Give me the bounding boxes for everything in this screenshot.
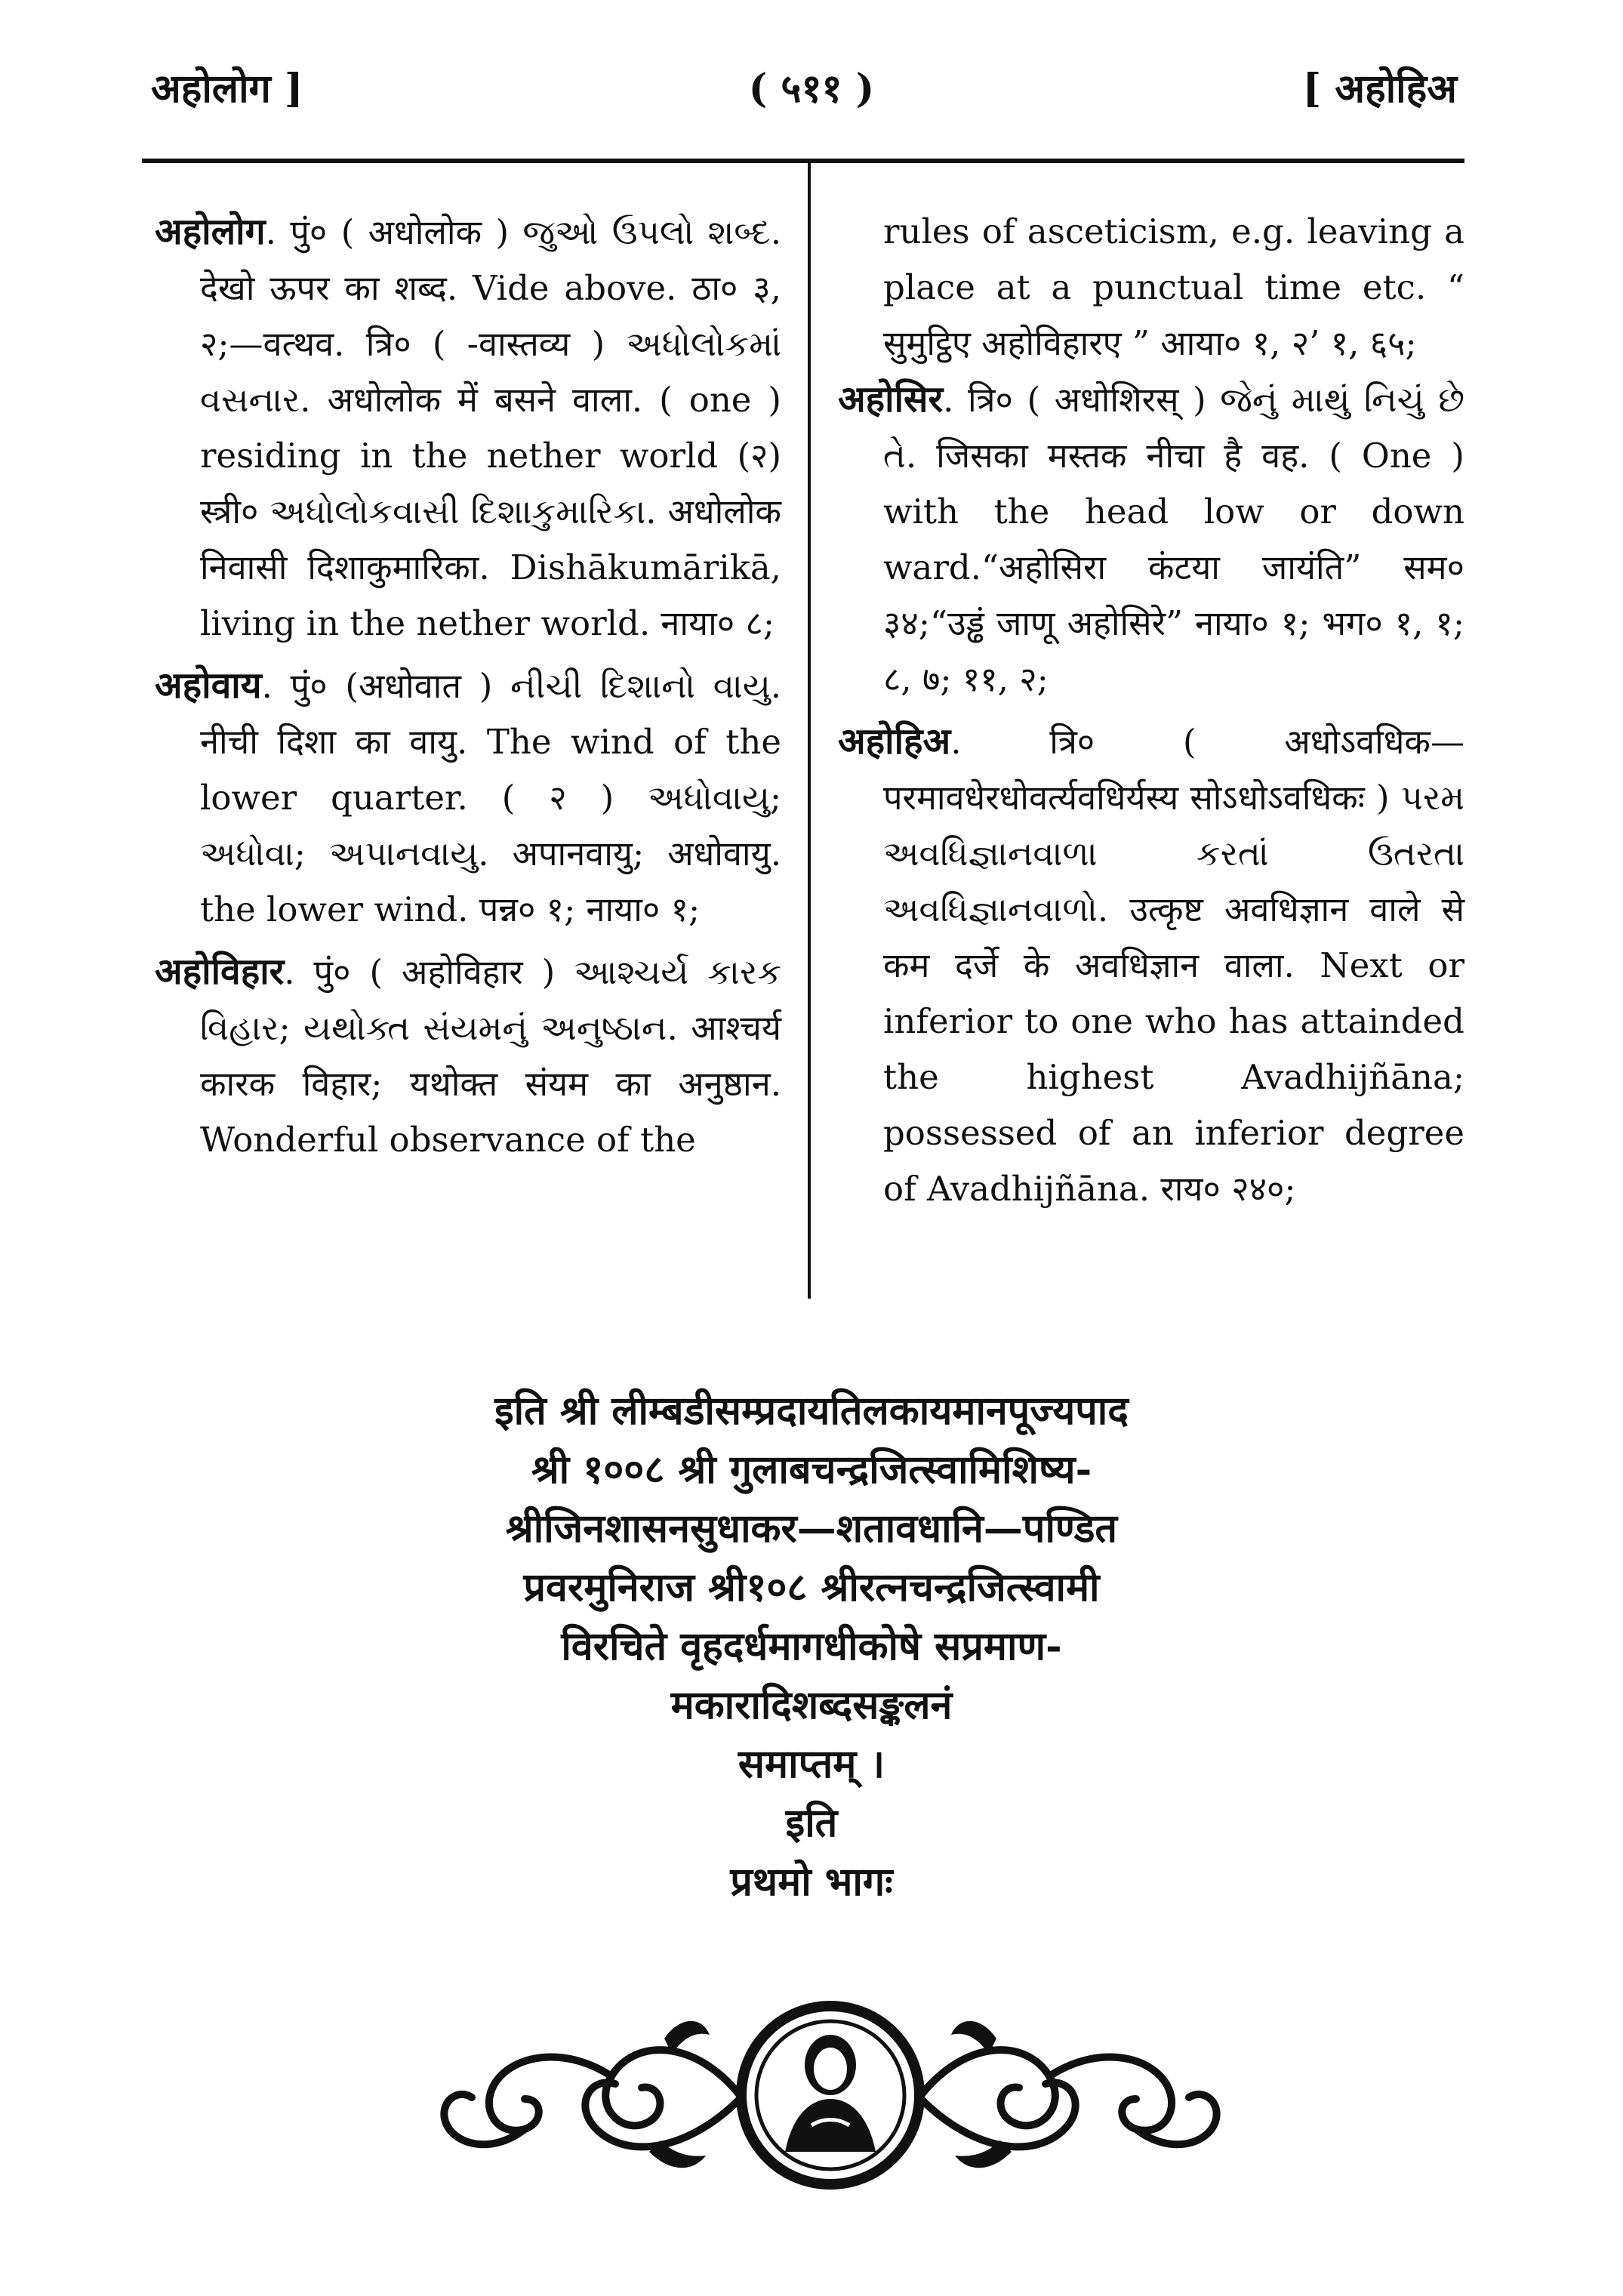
header-left-guideword: अहोलोग ] <box>151 66 303 112</box>
entry-headword: अहोहिअ <box>838 720 951 763</box>
entry-continuation: rules of asceticism, e.g. leaving a place at a punctual time etc. “ सुमुट्ठिए अहोविहारए ” आया० १, २’ १, ६५; <box>883 211 1464 363</box>
colophon-line: समाप्तम् । <box>738 1741 885 1787</box>
left-column <box>155 204 781 1174</box>
colophon-line: इति <box>785 1800 838 1846</box>
colophon <box>211 1382 1412 1912</box>
dictionary-entry <box>155 944 781 1168</box>
colophon-line: मकारादिशब्दसङ्कलनं <box>670 1682 953 1728</box>
dictionary-entry <box>155 204 781 652</box>
entry-text: . पुं० ( अहोविहार ) આશ્ચર્ય કારક વિહાર; યથોક્ત સંયમનું અનુષ્ઠાન. आश्चर्य कारक विहार; यथोक्त संयम का अनुष्ठान. Wonderful observance of the <box>200 952 781 1160</box>
colophon-line: इति श्री लीम्बडीसम्प्रदायतिलकायमानपूज्यपाद <box>494 1388 1129 1434</box>
column-divider <box>808 162 811 1299</box>
colophon-line: विरचिते वृहदर्धमागधीकोषे सप्रमाण- <box>561 1623 1062 1669</box>
colophon-line: प्रथमो भागः <box>730 1859 893 1905</box>
floral-vignette-icon <box>423 1993 1238 2197</box>
dictionary-entry <box>838 713 1464 1217</box>
colophon-line: श्री १००८ श्री गुलाबचन्द्रजित्स्वामिशिष्य- <box>531 1447 1092 1493</box>
entry-text: . त्रि० ( अधोऽवधिक—परमावधेरधोवर्त्यवधिर्यस्य सोऽधोऽवधिकः ) પરમ અવધિજ્ઞાનવાળા કરતાં ઉતરતા અવધિજ્ઞાનવાળો. उत्कृष्ट अवधिज्ञान वाले से कम दर्जे के अवधिज्ञान वाला. Next or inferior to one who has attainded the highest Avadhijñāna; possessed of an inferior degree of Avadhijñāna. राय० २४०; <box>883 722 1464 1209</box>
entry-headword: अहोलोग <box>155 211 266 253</box>
entry-headword: अहोसिर <box>838 378 944 421</box>
colophon-line: श्रीजिनशासनसुधाकर—शतावधानि—पण्डित <box>505 1505 1118 1552</box>
page-number: ( ५११ ) <box>748 66 875 112</box>
dictionary-entry <box>838 371 1464 707</box>
header-right-guideword: [ अहोहिअ <box>1302 66 1457 112</box>
entry-headword: अहोवाय <box>155 664 262 707</box>
header-rule <box>142 159 1464 163</box>
entry-text: . पुं० ( अधोलोक ) જુઓ ઉપલો શબ્દ. देखो ऊपर का शब्द. Vide above. ठा० ३, २;—वत्थव. त्रि० ( -वास्तव्य ) અધોલોકમાં વસનાર. अधोलोक में बसने वाला. ( one ) residing in the nether world (२) स्त्री० અધોલોકવાસી દિશાકુમારિકા. अधोलोक निवासी दिशाकुमारिका. Dishākumārikā, living in the nether world. नाया० ८; <box>200 212 781 643</box>
right-column <box>838 204 1464 1223</box>
entry-headword: अहोविहार <box>155 951 285 993</box>
entry-text: . त्रि० ( अधोशिरस् ) જેનું માથું નિચું છે તે. जिसका मस्तक नीचा है वह. ( One ) with the head low or down ward.“अहोसिरा कंटया जायंति” सम० ३४;“उड्ढं जाणू अहोसिरे” नाया० १; भग० १, १; ८, ७; ११, २; <box>883 380 1464 699</box>
colophon-line: प्रवरमुनिराज श्री१०८ श्रीरत्नचन्द्रजित्स्वामी <box>523 1564 1100 1610</box>
dictionary-entry <box>155 658 781 938</box>
entry-text: . पुं० (अधोवात ) નીચી દિશાનો વાયુ. नीची दिशा का वायु. The wind of the lower quarter. ( २ ) અધોવાયુ; અધોવા; અપાનવાયુ. अपानवायु; अधोवायु. the lower wind. पन्न० १; नाया० १; <box>200 666 781 929</box>
running-head <box>0 60 1623 128</box>
